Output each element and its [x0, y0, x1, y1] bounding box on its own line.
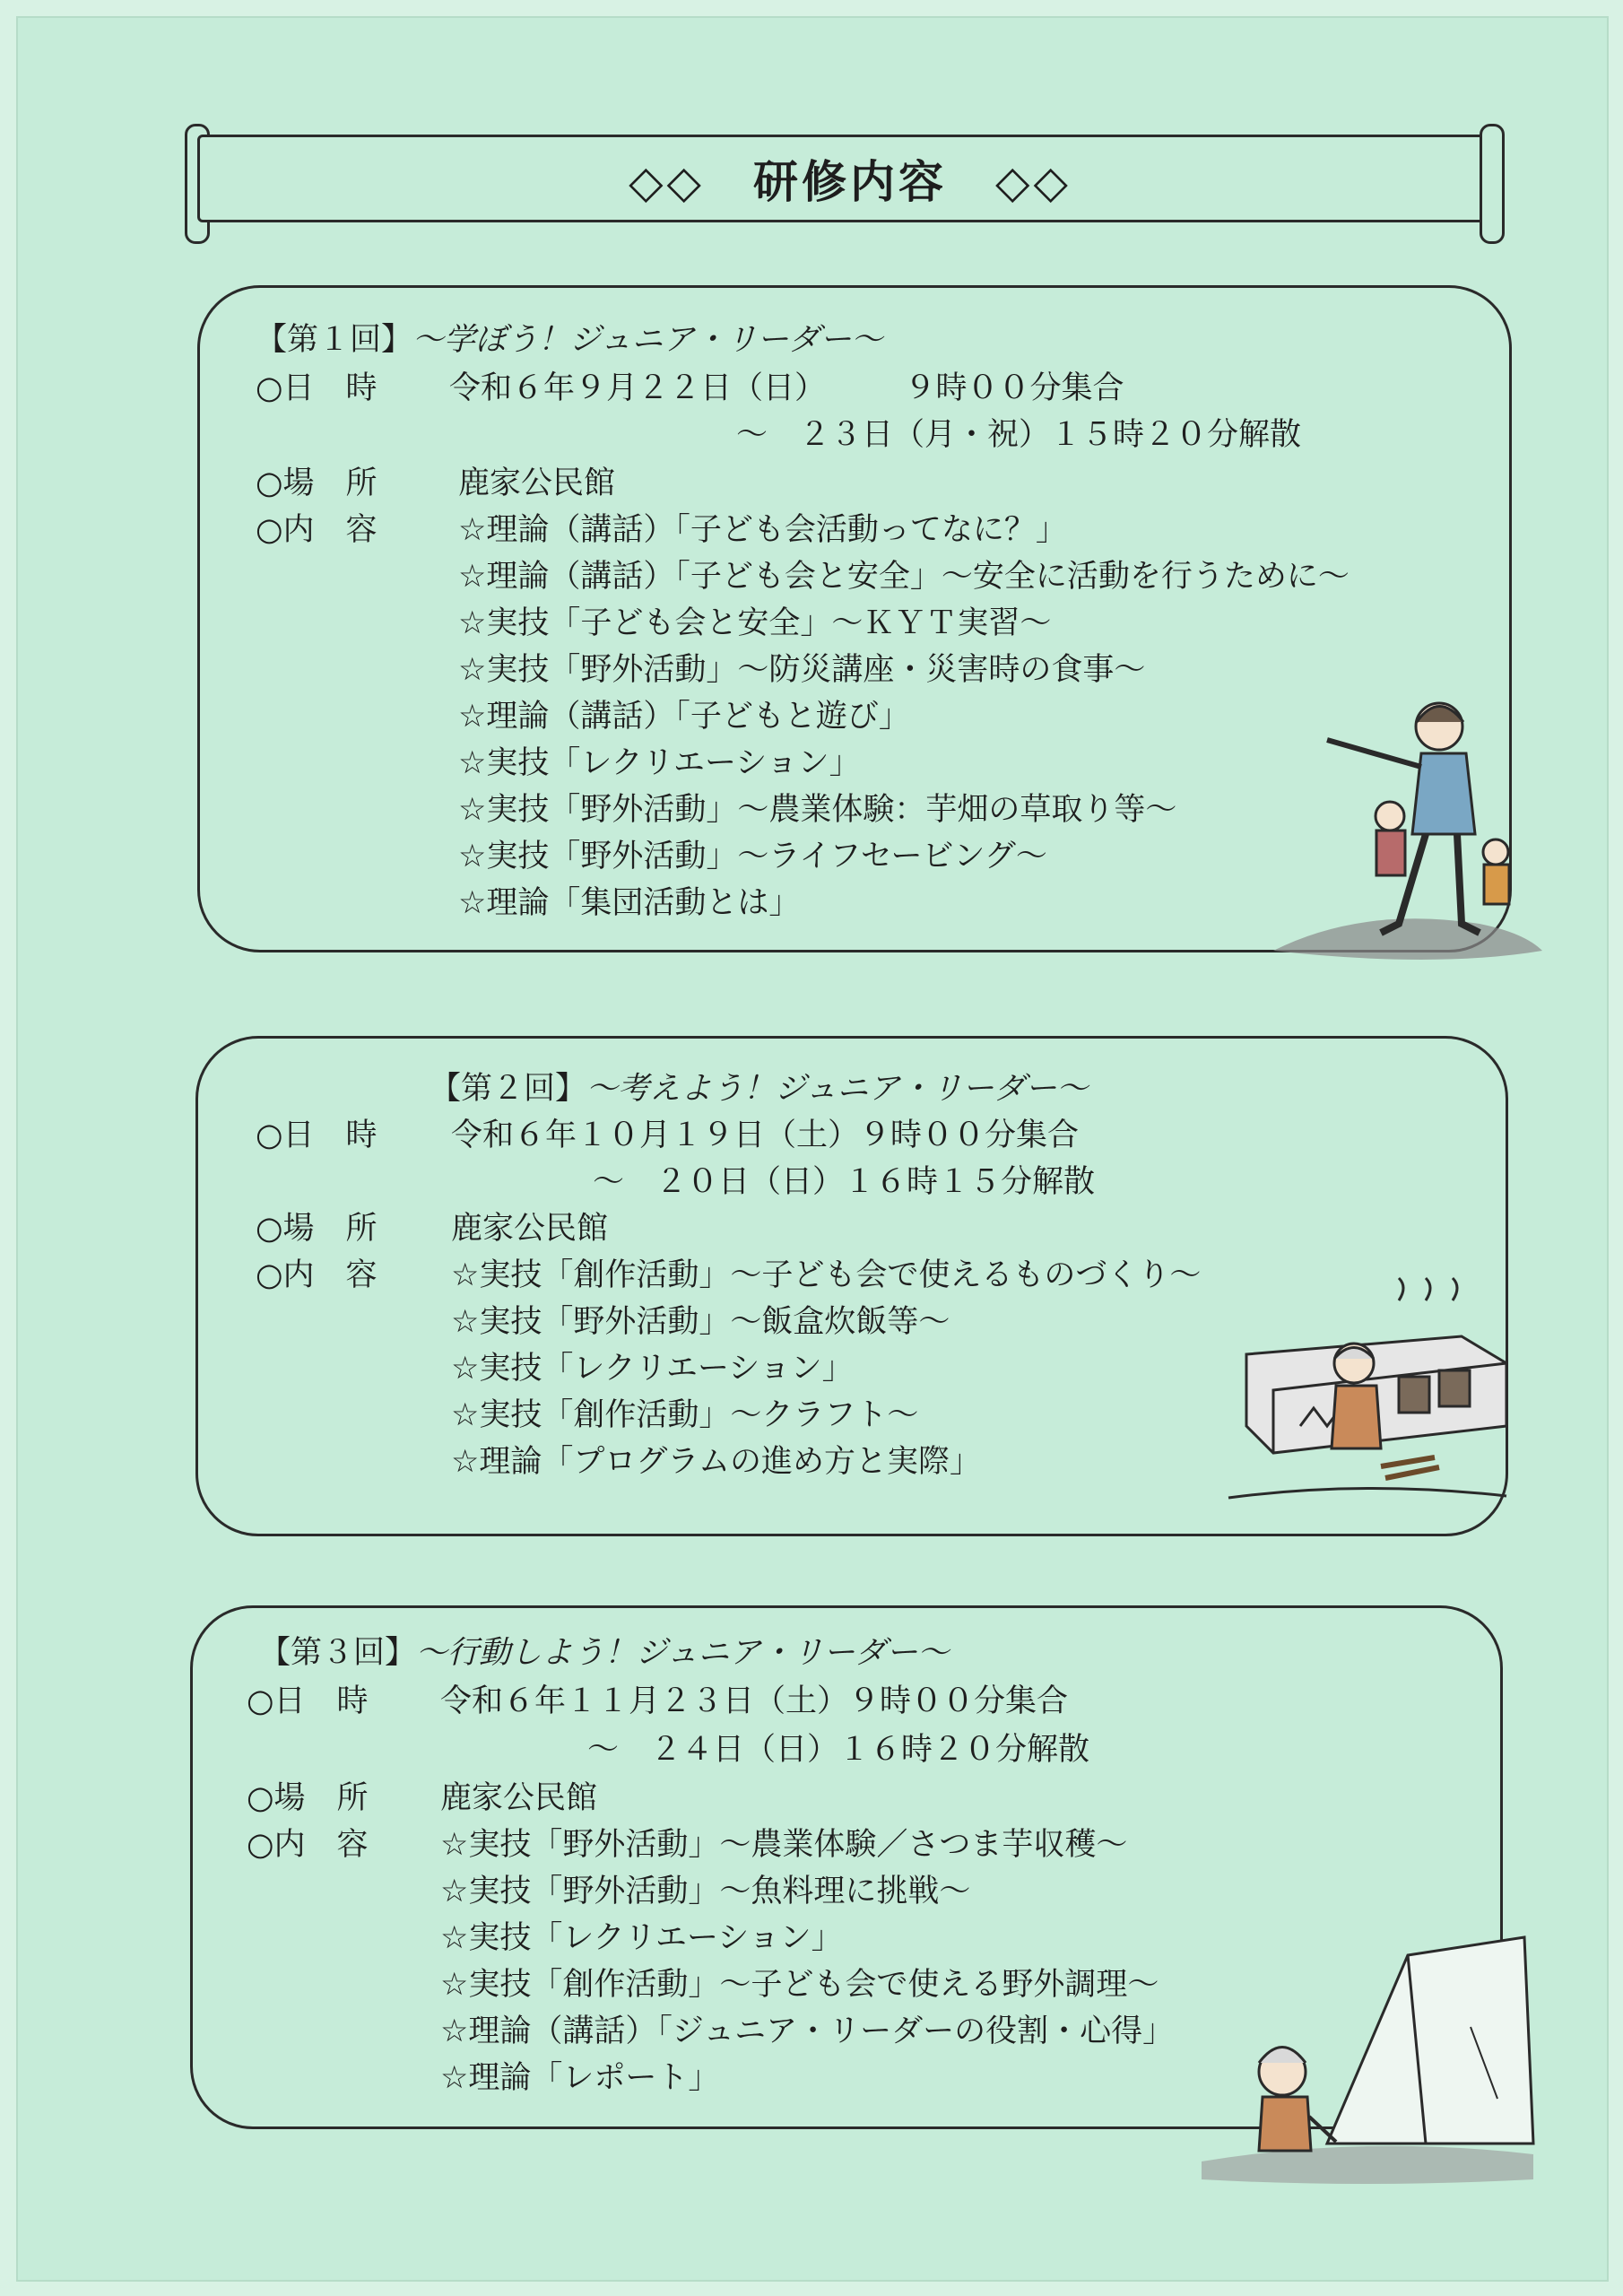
session-3-header — [259, 1635, 949, 1671]
content-item: ☆実技「野外活動」～農業体験：芋畑の草取り等～ — [458, 792, 1177, 828]
content-item: ☆理論（講話）「子ども会活動ってなに？」 — [458, 512, 1067, 548]
content-item: ☆理論（講話）「ジュニア・リーダーの役割・心得」 — [440, 2013, 1175, 2049]
date-line-1: 令和６年１１月２３日（土）９時００分集合 — [440, 1683, 1069, 1719]
session-number: 【第３回】 — [259, 1635, 417, 1671]
place-label: ○場 所 — [247, 1780, 369, 1816]
session-subtitle: ～考えよう！ジュニア・リーダー～ — [586, 1071, 1089, 1107]
content-item: ☆実技「レクリエーション」 — [458, 745, 861, 781]
session-number: 【第２回】 — [430, 1071, 587, 1107]
session-subtitle: ～学ぼう！ジュニア・リーダー～ — [412, 322, 883, 358]
hiking-leader-with-children-icon — [1255, 682, 1551, 978]
date-label: ○日 時 — [256, 1118, 378, 1153]
page-title: ◇◇ 研修内容 ◇◇ — [629, 156, 1072, 208]
content-item: ☆実技「子ども会と安全」～ＫＹＴ実習～ — [458, 605, 1052, 641]
date-line-2: ～ ２３日（月・祝）１５時２０分解散 — [736, 417, 1302, 453]
title-banner — [197, 135, 1503, 222]
content-item: ☆実技「創作活動」～子ども会で使える野外調理～ — [440, 1967, 1159, 2003]
content-item: ☆理論「プログラムの進め方と実際」 — [451, 1444, 982, 1480]
date-line-2: ～ ２４日（日）１６時２０分解散 — [587, 1732, 1090, 1768]
content-label: ○内 容 — [256, 512, 378, 548]
date-line-1: 令和６年１０月１９日（土）９時００分集合 — [451, 1118, 1080, 1153]
content-label: ○内 容 — [247, 1827, 369, 1863]
page — [16, 16, 1609, 2282]
content-item: ☆理論「レポート」 — [440, 2060, 720, 2096]
content-item: ☆理論（講話）「子どもと遊び」 — [458, 699, 910, 735]
content-item: ☆理論（講話）「子ども会と安全」～安全に活動を行うために～ — [458, 559, 1350, 595]
cooking-stove-icon — [1219, 1274, 1515, 1516]
scroll-right-curl — [1480, 124, 1505, 244]
place-value: 鹿家公民館 — [451, 1211, 609, 1247]
content-item: ☆実技「レクリエーション」 — [440, 1920, 843, 1956]
tent-camper-icon — [1202, 1919, 1542, 2188]
session-subtitle: ～行動しよう！ジュニア・リーダー～ — [416, 1635, 950, 1671]
content-item: ☆実技「野外活動」～飯盒炊飯等～ — [451, 1304, 950, 1340]
place-value: 鹿家公民館 — [458, 465, 616, 501]
date-line-2: ～ ２０日（日）１６時１５分解散 — [593, 1164, 1096, 1200]
place-label: ○場 所 — [256, 1211, 378, 1247]
place-label: ○場 所 — [256, 465, 378, 501]
content-item: ☆実技「野外活動」～ライフセービング～ — [458, 839, 1047, 874]
date-label: ○日 時 — [256, 370, 378, 406]
content-item: ☆実技「創作活動」～子ども会で使えるものづくり～ — [451, 1257, 1202, 1293]
content-item: ☆実技「レクリエーション」 — [451, 1351, 854, 1387]
content-label: ○内 容 — [256, 1257, 378, 1293]
session-1-header — [256, 322, 882, 358]
content-item: ☆理論「集団活動とは」 — [458, 885, 801, 921]
place-value: 鹿家公民館 — [440, 1780, 598, 1816]
content-item: ☆実技「創作活動」～クラフト～ — [451, 1397, 919, 1433]
content-item: ☆実技「野外活動」～魚料理に挑戦～ — [440, 1874, 971, 1909]
content-item: ☆実技「野外活動」～農業体験／さつま芋収穫～ — [440, 1827, 1128, 1863]
date-line-1: 令和６年９月２２日（日） ９時００分集合 — [449, 370, 1124, 406]
session-number: 【第１回】 — [256, 322, 413, 358]
session-2-header — [430, 1071, 1088, 1107]
date-label: ○日 時 — [247, 1683, 369, 1719]
content-item: ☆実技「野外活動」～防災講座・災害時の食事～ — [458, 652, 1146, 688]
